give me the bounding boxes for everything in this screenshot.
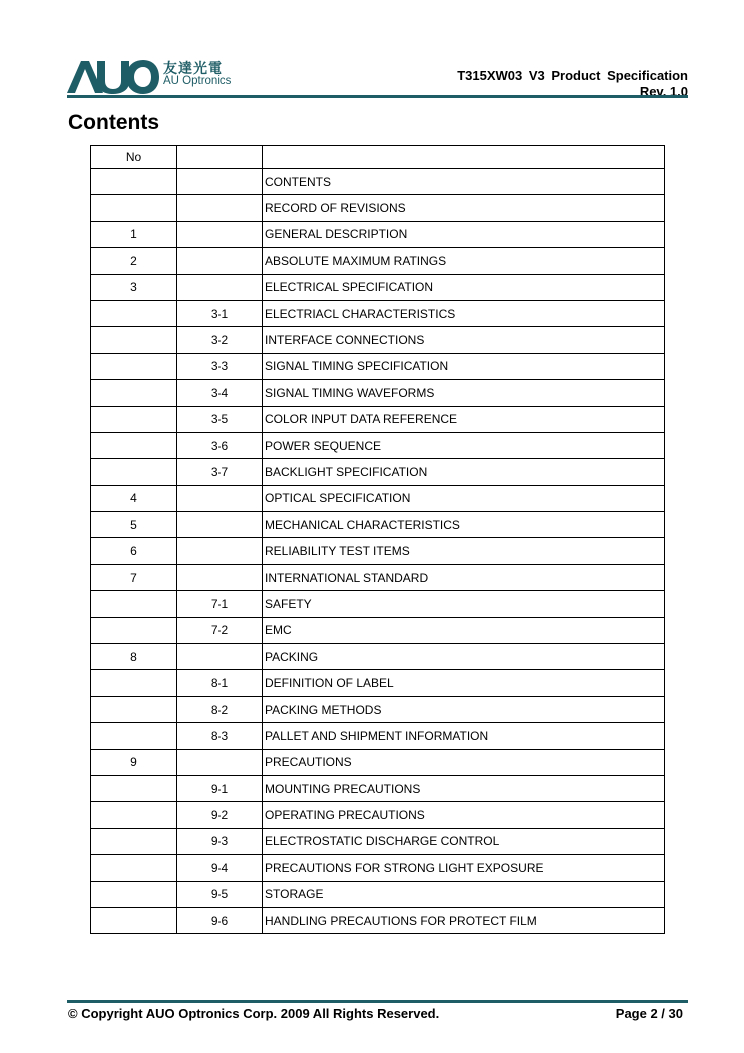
subsection-number: 3-5 (177, 406, 263, 432)
footer-divider (67, 1000, 688, 1003)
section-number (91, 353, 177, 379)
section-title: RECORD OF REVISIONS (263, 195, 665, 221)
column-header-no: No (91, 146, 177, 169)
section-number (91, 591, 177, 617)
table-row (91, 300, 665, 326)
section-number: 9 (91, 749, 177, 775)
table-row (91, 459, 665, 485)
subsection-number (177, 485, 263, 511)
section-title: EMC (263, 617, 665, 643)
section-number (91, 907, 177, 933)
section-number (91, 617, 177, 643)
subsection-number (177, 564, 263, 590)
section-number: 2 (91, 248, 177, 274)
section-number (91, 195, 177, 221)
section-title: PRECAUTIONS FOR STRONG LIGHT EXPOSURE (263, 855, 665, 881)
header-divider (67, 95, 688, 98)
section-number (91, 775, 177, 801)
section-title: SIGNAL TIMING SPECIFICATION (263, 353, 665, 379)
table-row (91, 353, 665, 379)
section-number: 1 (91, 221, 177, 247)
table-row (91, 485, 665, 511)
section-title: OPERATING PRECAUTIONS (263, 802, 665, 828)
page-number: Page 2 / 30 (615, 1006, 683, 1021)
section-number: 6 (91, 538, 177, 564)
section-number (91, 855, 177, 881)
table-row (91, 644, 665, 670)
section-number (91, 406, 177, 432)
section-number (91, 696, 177, 722)
subsection-number: 9-4 (177, 855, 263, 881)
subsection-number (177, 248, 263, 274)
table-row (91, 564, 665, 590)
section-title: POWER SEQUENCE (263, 432, 665, 458)
section-title: SAFETY (263, 591, 665, 617)
subsection-number: 9-3 (177, 828, 263, 854)
section-number (91, 828, 177, 854)
subsection-number (177, 169, 263, 195)
subsection-number (177, 512, 263, 538)
subsection-number (177, 749, 263, 775)
section-number (91, 459, 177, 485)
section-number (91, 432, 177, 458)
section-title: SIGNAL TIMING WAVEFORMS (263, 380, 665, 406)
subsection-number: 9-2 (177, 802, 263, 828)
table-row (91, 670, 665, 696)
section-title: ELECTRIACL CHARACTERISTICS (263, 300, 665, 326)
subsection-number: 3-6 (177, 432, 263, 458)
table-row (91, 802, 665, 828)
table-row (91, 696, 665, 722)
subsection-number: 3-4 (177, 380, 263, 406)
section-number: 8 (91, 644, 177, 670)
document-revision: Rev. 1.0 (639, 84, 688, 95)
section-title: INTERNATIONAL STANDARD (263, 564, 665, 590)
section-number (91, 380, 177, 406)
section-title: GENERAL DESCRIPTION (263, 221, 665, 247)
subsection-number: 8-3 (177, 723, 263, 749)
table-row (91, 221, 665, 247)
document-title: T315XW03 V3 Product Specification (457, 68, 688, 83)
section-title: MECHANICAL CHARACTERISTICS (263, 512, 665, 538)
subsection-number (177, 195, 263, 221)
subsection-number: 7-1 (177, 591, 263, 617)
column-header-title (263, 146, 665, 169)
section-title: PALLET AND SHIPMENT INFORMATION (263, 723, 665, 749)
table-row (91, 538, 665, 564)
section-number: 5 (91, 512, 177, 538)
subsection-number: 9-5 (177, 881, 263, 907)
section-title: ELECTRICAL SPECIFICATION (263, 274, 665, 300)
subsection-number (177, 644, 263, 670)
table-row (91, 169, 665, 195)
section-number: 4 (91, 485, 177, 511)
table-row (91, 723, 665, 749)
logo-chinese-name: 友達光電 (163, 61, 223, 77)
subsection-number: 9-1 (177, 775, 263, 801)
section-number (91, 327, 177, 353)
table-row (91, 380, 665, 406)
table-row (91, 248, 665, 274)
column-header-sub (177, 146, 263, 169)
subsection-number (177, 221, 263, 247)
subsection-number: 3-1 (177, 300, 263, 326)
section-number (91, 881, 177, 907)
section-number (91, 300, 177, 326)
table-row (91, 881, 665, 907)
section-number (91, 670, 177, 696)
table-row (91, 617, 665, 643)
auo-logo-icon (67, 57, 159, 95)
copyright-notice: © Copyright AUO Optronics Corp. 2009 All Rights Reserved. (68, 1006, 440, 1021)
subsection-number: 7-2 (177, 617, 263, 643)
section-title: MOUNTING PRECAUTIONS (263, 775, 665, 801)
page-title: Contents (68, 111, 159, 134)
table-row (91, 855, 665, 881)
subsection-number: 9-6 (177, 907, 263, 933)
table-row (91, 406, 665, 432)
table-row (91, 775, 665, 801)
section-number (91, 723, 177, 749)
section-title: COLOR INPUT DATA REFERENCE (263, 406, 665, 432)
section-title: BACKLIGHT SPECIFICATION (263, 459, 665, 485)
section-title: RELIABILITY TEST ITEMS (263, 538, 665, 564)
section-title: DEFINITION OF LABEL (263, 670, 665, 696)
subsection-number: 3-2 (177, 327, 263, 353)
table-row (91, 591, 665, 617)
table-row (91, 195, 665, 221)
section-title: OPTICAL SPECIFICATION (263, 485, 665, 511)
section-title: HANDLING PRECAUTIONS FOR PROTECT FILM (263, 907, 665, 933)
table-header-row (91, 146, 665, 169)
subsection-number: 3-3 (177, 353, 263, 379)
table-row (91, 274, 665, 300)
section-title: PRECAUTIONS (263, 749, 665, 775)
table-row (91, 327, 665, 353)
table-row (91, 907, 665, 933)
subsection-number: 8-2 (177, 696, 263, 722)
section-title: CONTENTS (263, 169, 665, 195)
subsection-number (177, 274, 263, 300)
section-number (91, 802, 177, 828)
section-title: INTERFACE CONNECTIONS (263, 327, 665, 353)
section-number: 3 (91, 274, 177, 300)
section-title: ABSOLUTE MAXIMUM RATINGS (263, 248, 665, 274)
logo-english-name: AU Optronics (163, 75, 232, 87)
section-title: PACKING METHODS (263, 696, 665, 722)
section-title: STORAGE (263, 881, 665, 907)
table-row (91, 749, 665, 775)
table-row (91, 432, 665, 458)
section-number (91, 169, 177, 195)
company-logo (67, 57, 247, 95)
subsection-number (177, 538, 263, 564)
table-row (91, 512, 665, 538)
section-title: PACKING (263, 644, 665, 670)
section-number: 7 (91, 564, 177, 590)
table-row (91, 828, 665, 854)
section-title: ELECTROSTATIC DISCHARGE CONTROL (263, 828, 665, 854)
subsection-number: 8-1 (177, 670, 263, 696)
subsection-number: 3-7 (177, 459, 263, 485)
contents-table (90, 145, 665, 934)
